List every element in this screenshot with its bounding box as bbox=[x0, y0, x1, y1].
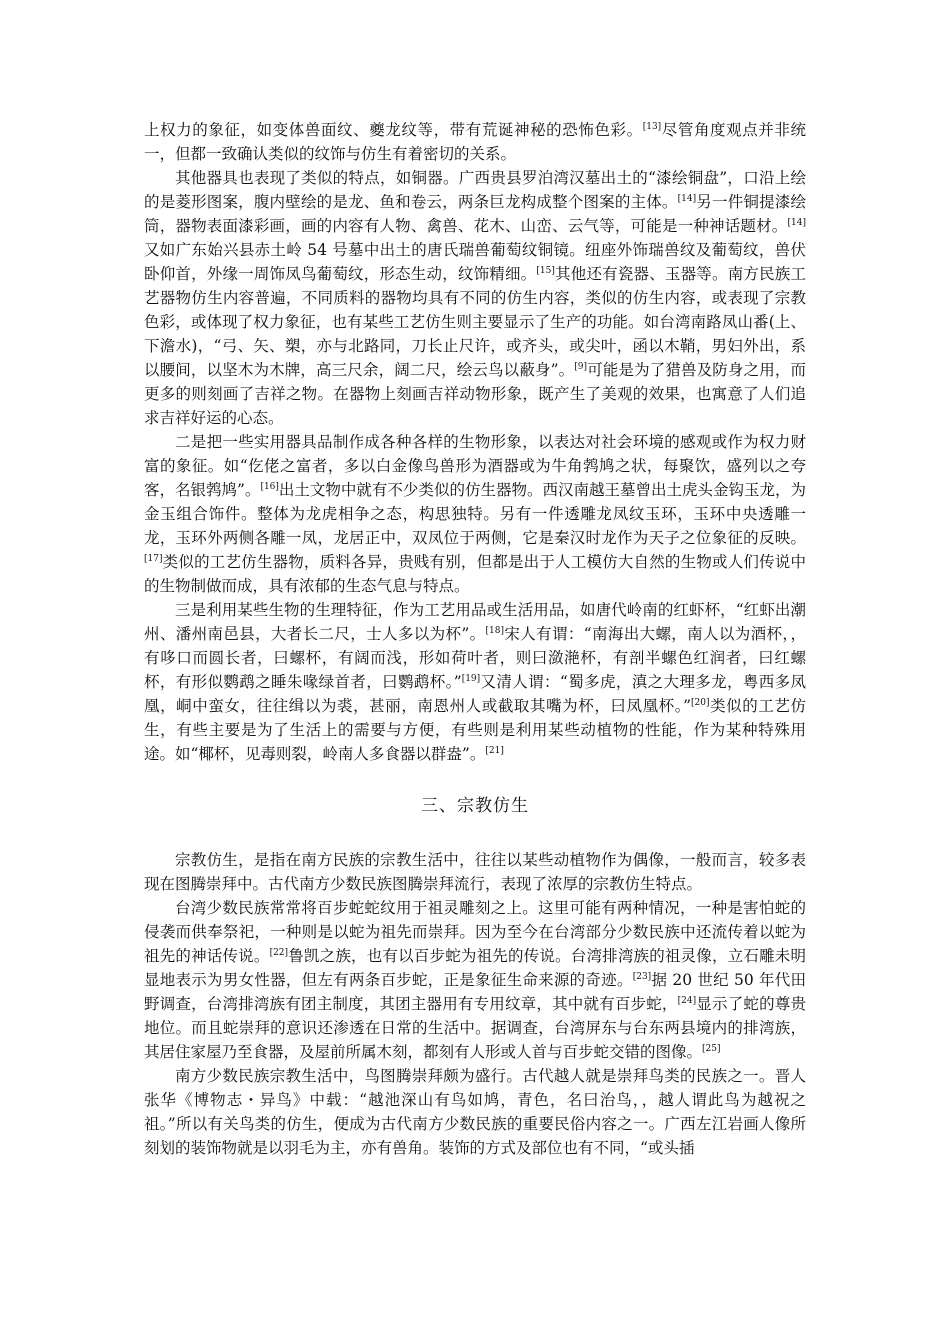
paragraph bbox=[144, 896, 806, 1064]
citation-marker: [23] bbox=[632, 971, 652, 982]
citation-marker: [17] bbox=[144, 553, 163, 564]
paragraph-text: 类似的工艺仿生器物，质料各异，贵贱有别，但都是出于人工模仿大自然的生物或人们传说中的生物制做而成，具有浓郁的生态气息与特点。 bbox=[144, 553, 806, 595]
paragraph-text: 显示了蛇的尊贵地位。而且蛇崇拜的意识还渗透在日常的生活中。据调查，台湾屏东与台东两县境内的排湾族，其居住家屋乃至食器，及屋前所属木刻，都刻有人形或人首与百步蛇交错的图像。 bbox=[144, 995, 806, 1061]
paragraph-text: 宋人有谓：“南海出大螺，南人以为酒杯，，有哆口而圆长者，曰螺杯，有阔而浅，形如荷叶者，则曰潋滟杯，有剖半螺色红润者，曰红螺杯，有形似鹦鹉之睡朱喙绿首者，曰鹦鹉杯。” bbox=[144, 625, 806, 691]
paragraph bbox=[144, 1064, 806, 1160]
citation-marker: [18] bbox=[485, 625, 504, 636]
citation-marker: [25] bbox=[702, 1043, 721, 1054]
paragraph-text: 可能是为了猎兽及防身之用，而更多的则刻画了吉祥之物。在器物上刻画吉祥动物形象，既产生了美观的效果，也寓意了人们追求吉祥好运的心态。 bbox=[144, 361, 806, 427]
citation-marker: [9] bbox=[574, 361, 588, 372]
paragraph-text: 据 20 世纪 50 年代田野调查，台湾排湾族有团主制度，其团主器用有专用纹章，其中就有百步蛇， bbox=[144, 971, 806, 1013]
paragraph-text: 其他还有瓷器、玉器等。南方民族工艺器物仿生内容普遍，不同质料的器物均具有不同的仿生内容，类似的仿生内容，或表现了宗教色彩，或体现了权力象征，也有某些工艺仿生则主要显示了生产的功能。如台湾南路凤山番(上、下澹水)，“弓、矢、槊，亦与北路同，刀长止尺许，或齐头，或尖叶，函以木鞘，男妇外出，系以腰间，以坚木为木牌，高三尺余，阔二尺，绘云鸟以蔽身”。 bbox=[144, 265, 806, 379]
citation-marker: [14] bbox=[787, 217, 806, 228]
paragraph-text: 又如广东始兴县赤土岭 54 号墓中出土的唐氏瑞兽葡萄纹铜镜。纽座外饰瑞兽纹及葡萄纹，兽伏卧仰首，外缘一周饰凤鸟葡萄纹，形态生动，纹饰精细。 bbox=[144, 241, 806, 283]
paragraph bbox=[144, 430, 806, 598]
paragraph-text: 又清人谓：“蜀多虎，滇之大理多龙，粤西多凤凰，峒中蛮女，往往缉以为裘，甚丽，南恩州人或截取其嘴为杯，曰凤凰杯。” bbox=[144, 673, 806, 715]
paragraph-text: 其他器具也表现了类似的特点，如铜器。广西贵县罗泊湾汉墓出土的“漆绘铜盘”，口沿上绘的是菱形图案，腹内壁绘的是龙、鱼和卷云，两条巨龙构成整个图案的主体。 bbox=[144, 169, 806, 211]
citation-marker: [19] bbox=[461, 673, 481, 684]
citation-marker: [20] bbox=[691, 697, 710, 708]
citation-marker: [13] bbox=[642, 121, 662, 132]
paragraph-text: 二是把一些实用器具品制作成各种各样的生物形象，以表达对社会环境的感观或作为权力财富的象征。如“仡佬之富者，多以白金像鸟兽形为酒器或为牛角鹁鸠之状，每聚饮，盛列以之夸客，名银鹁鸠”。 bbox=[144, 433, 806, 499]
paragraph bbox=[144, 118, 806, 166]
paragraph-text: 台湾少数民族常常将百步蛇蛇纹用于祖灵雕刻之上。这里可能有两种情况，一种是害怕蛇的侵袭而供奉祭祀，一种则是以蛇为祖先而崇拜。因为至今在台湾部分少数民族中还流传着以蛇为祖先的神话传说。 bbox=[144, 899, 806, 965]
body-text-top bbox=[144, 118, 806, 766]
paragraph-text: 上权力的象征，如变体兽面纹、夔龙纹等，带有荒诞神秘的恐怖色彩。 bbox=[144, 121, 643, 139]
paragraph-text: 尽管角度观点并非统一，但都一致确认类似的纹饰与仿生有着密切的关系。 bbox=[144, 121, 806, 163]
paragraph-text: 类似的工艺仿生，有些主要是为了生活上的需要与方便，有些则是利用某些动植物的性能，作为某种特殊用途。如“椰杯，见毒则裂，岭南人多食器以群盎”。 bbox=[144, 697, 806, 763]
citation-marker: [24] bbox=[677, 995, 697, 1006]
paragraph bbox=[144, 166, 806, 430]
document-page bbox=[144, 118, 806, 1160]
citation-marker: [16] bbox=[260, 481, 279, 492]
section-heading: 三、宗教仿生 bbox=[421, 796, 529, 816]
paragraph-text: 鲁凯之族，也有以百步蛇为祖先的传说。台湾排湾族的祖灵像，立石雕未明显地表示为男女性器，但左有两条百步蛇，正是象征生命来源的奇迹。 bbox=[144, 947, 806, 989]
paragraph-text: 宗教仿生，是指在南方民族的宗教生活中，往往以某些动植物作为偶像，一般而言，较多表现在图腾崇拜中。古代南方少数民族图腾崇拜流行，表现了浓厚的宗教仿生特点。 bbox=[144, 851, 806, 893]
paragraph-text: 出土文物中就有不少类似的仿生器物。西汉南越王墓曾出土虎头金钩玉龙，为金玉组合饰件。整体为龙虎相争之态，构思独特。另有一件透雕龙凤纹玉环，玉环中央透雕一龙，玉环外两侧各雕一凤，龙居正中，双凤位于两侧，它是秦汉时龙作为天子之位象征的反映。 bbox=[144, 481, 806, 547]
paragraph bbox=[144, 598, 806, 766]
citation-marker: [15] bbox=[536, 265, 555, 276]
paragraph-text: 另一件铜提漆绘筒，器物表面漆彩画，画的内容有人物、禽兽、花木、山峦、云气等，可能是一种神话题材。 bbox=[144, 193, 806, 235]
paragraph-text: 三是利用某些生物的生理特征，作为工艺用品或生活用品，如唐代岭南的红虾杯，“红虾出潮州、潘州南邑县，大者长二尺，士人多以为杯”。 bbox=[144, 601, 806, 643]
citation-marker: [22] bbox=[269, 947, 289, 958]
body-text-bottom bbox=[144, 848, 806, 1160]
paragraph-text: 南方少数民族宗教生活中，鸟图腾崇拜颇为盛行。古代越人就是崇拜鸟类的民族之一。晋人张华《博物志・异鸟》中载：“越池深山有鸟如鸠，青色，名曰治鸟，，越人谓此鸟为越祝之祖。”所以有关鸟类的仿生，便成为古代南方少数民族的重要民俗内容之一。广西左江岩画人像所刻划的装饰物就是以羽毛为主，亦有兽角。装饰的方式及部位也有不同，“或头插 bbox=[144, 1067, 806, 1157]
paragraph bbox=[144, 848, 806, 896]
citation-marker: [14] bbox=[677, 193, 697, 204]
citation-marker: [21] bbox=[485, 745, 504, 756]
